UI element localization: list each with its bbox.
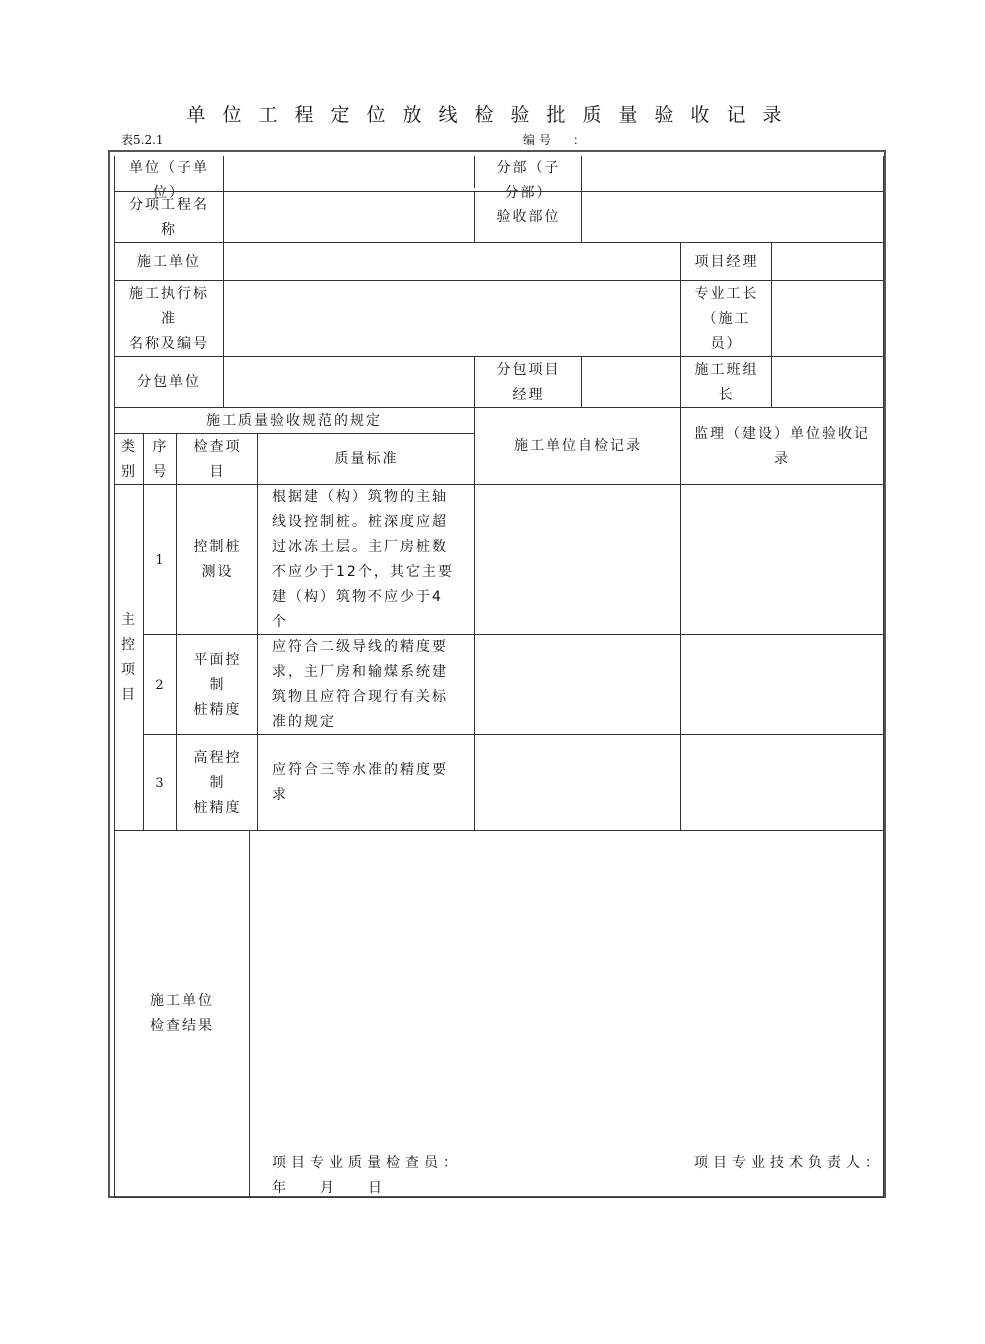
contractor-value-cell[interactable] [223,242,681,281]
main-control-category: 主 控 项 目 [114,484,144,831]
contractor-label: 施工单位 [114,242,224,281]
form-number: 表5.2.1 [121,133,164,147]
result-content-cell[interactable] [249,830,883,1197]
spec-section-label: 施工质量验收规范的规定 [114,407,474,434]
col-category-header: 类 别 [114,433,144,485]
sub-item-value-cell[interactable] [223,191,475,243]
col-item-header: 检查项 目 [176,433,258,485]
standard-label: 施工执行标 准 名称及编号 [114,280,224,357]
unit-value-cell[interactable] [223,156,475,192]
seq-number: 1 [143,484,177,635]
acceptance-form-table [108,150,886,1198]
acceptance-part-label: 验收部位 [474,191,582,243]
inner-right-border [883,156,884,1197]
serial-label: 编号 [523,133,556,147]
standard-value-cell[interactable] [223,280,681,357]
tech-lead-signature: 项目专业技术负责人： [694,1155,884,1171]
quality-inspector-signature: 项目专业质量检查员： [272,1155,462,1171]
inner-left-border [114,156,115,1197]
check-item: 高程控 制 桩精度 [176,734,258,831]
sub-part-label: 分部（子 分部） [474,156,582,188]
acceptance-part-value-cell[interactable] [581,191,883,243]
self-check-cell[interactable] [474,484,681,635]
supervision-cell[interactable] [680,634,883,735]
sub-pm-value-cell[interactable] [581,356,681,408]
serial-colon: ： [573,133,586,147]
self-check-header: 施工单位自检记录 [474,407,681,485]
result-label: 施工单位 检查结果 [114,830,250,1197]
team-leader-value-cell[interactable] [771,356,883,408]
foreman-value-cell[interactable] [771,280,883,357]
supervision-cell[interactable] [680,734,883,831]
foreman-label: 专业工长 （施工 员） [680,280,772,357]
check-item: 控制桩 测设 [176,484,258,635]
col-standard-header: 质量标准 [257,433,475,485]
project-manager-value-cell[interactable] [771,242,883,281]
subcontractor-value-cell[interactable] [223,356,475,408]
self-check-cell[interactable] [474,634,681,735]
check-item: 平面控 制 桩精度 [176,634,258,735]
sub-pm-label: 分包项目 经理 [474,356,582,408]
document-title: 单位工程定位放线检验批质量验收记录 [186,104,799,126]
quality-standard: 根据建（构）筑物的主轴 线设控制桩。桩深度应超 过冰冻土层。主厂房桩数 不应少于12个，其它主要 建（构）筑物不应少于4 个 [257,484,475,635]
quality-standard: 应符合二级导线的精度要 求，主厂房和输煤系统建 筑物且应符合现行有关标 准的规定 [257,634,475,735]
sub-part-value-cell[interactable] [581,156,883,192]
subcontractor-label: 分包单位 [114,356,224,408]
signature-date: 年 月 日 [272,1180,384,1196]
supervision-header: 监理（建设）单位验收记 录 [680,407,883,485]
inner-bottom-border [114,1197,884,1198]
quality-standard: 应符合三等水准的精度要 求 [257,734,475,831]
project-manager-label: 项目经理 [680,242,772,281]
seq-number: 3 [143,734,177,831]
supervision-cell[interactable] [680,484,883,635]
unit-label: 单位（子单 位） [129,160,209,201]
sub-item-label: 分项工程名 称 [114,191,224,243]
col-seq-header: 序 号 [143,433,177,485]
seq-number: 2 [143,634,177,735]
self-check-cell[interactable] [474,734,681,831]
team-leader-label: 施工班组 长 [680,356,772,408]
